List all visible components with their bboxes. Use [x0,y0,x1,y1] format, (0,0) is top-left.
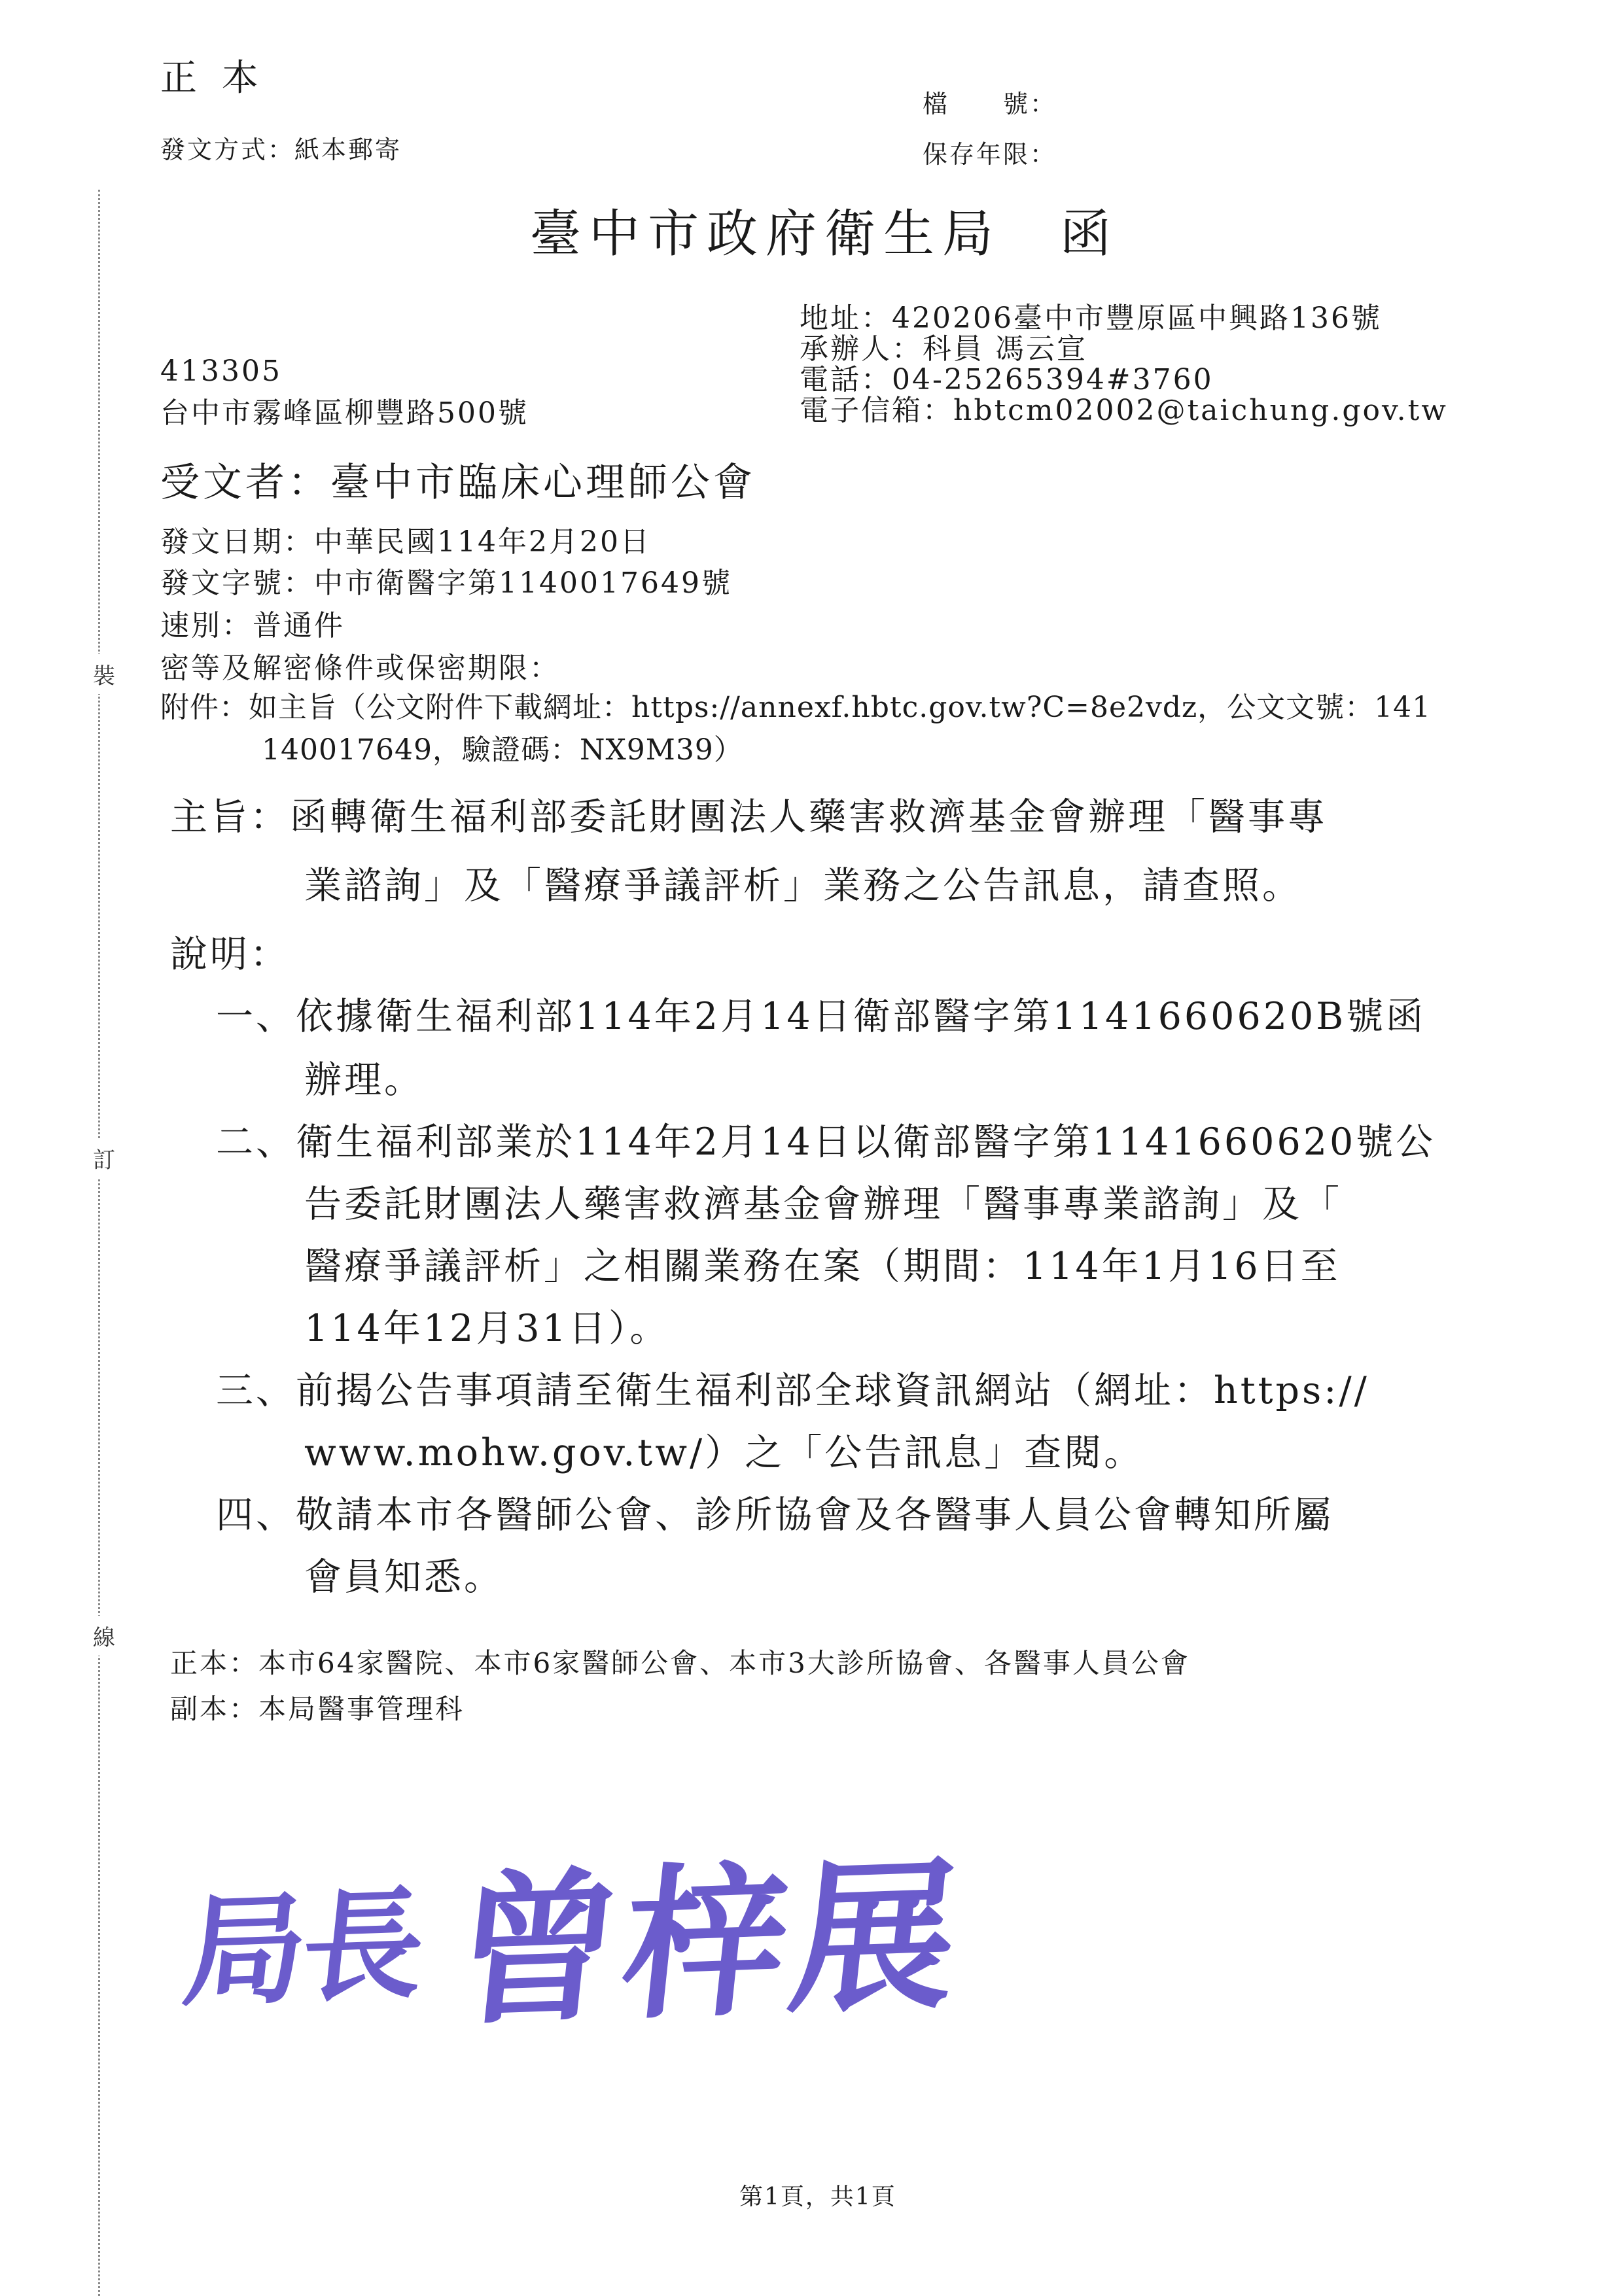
issue-date: 發文日期：中華民國114年2月20日 [160,525,651,559]
binding-mark-xian: 線 [92,1616,116,1656]
recipient-postal-code: 413305 [160,355,282,388]
binding-mark-zhuang: 裝 [92,654,116,694]
binding-dotted-line [98,190,100,2296]
explanation-item-2-line-4: 114年12月31日）。 [304,1307,670,1350]
explanation-item-3-line-2: www.mohw.gov.tw/）之「公告訊息」查閱。 [304,1431,1144,1474]
page-number: 第1頁，共1頁 [739,2183,896,2210]
explanation-item-4-line-1: 四、敬請本市各醫師公會、診所協會及各醫事人員公會轉知所屬 [216,1493,1333,1537]
recipient-address: 台中市霧峰區柳豐路500號 [160,396,529,430]
recipient: 受文者：臺中市臨床心理師公會 [160,460,756,506]
attachment-line-1: 附件：如主旨（公文附件下載網址：https://annexf.hbtc.gov.tw?C=8e2vdz，公文文號：141 [160,691,1432,724]
explanation-item-2-line-3: 醫療爭議評析」之相關業務在案（期間：114年1月16日至 [304,1245,1341,1288]
attachment-line-2: 140017649，驗證碼：NX9M39） [262,733,743,767]
explanation-item-2-line-2: 告委託財團法人藥害救濟基金會辦理「醫事專業諮詢」及「 [304,1183,1342,1226]
sender-phone: 電話：04-25265394#3760 [800,363,1214,396]
retention-period-label: 保存年限： [923,140,1057,169]
signature-name: 曾梓展 [445,1839,970,2048]
send-method: 發文方式：紙本郵寄 [160,135,402,164]
secrecy-level: 密等及解密條件或保密期限： [160,652,560,685]
document-title: 臺中市政府衛生局 函 [530,205,1120,264]
document-number: 發文字號：中市衛醫字第1140017649號 [160,566,732,600]
speed-class: 速別：普通件 [160,609,345,642]
distribution-original: 正本：本市64家醫院、本市6家醫師公會、本市3大診所協會、各醫事人員公會 [170,1647,1190,1679]
sender-handler: 承辦人：科員 馮云宣 [800,332,1087,366]
explanation-item-1-line-1: 一、依據衛生福利部114年2月14日衛部醫字第1141660620B號函 [216,995,1426,1038]
subject-line-1: 主旨：函轉衛生福利部委託財團法人藥害救濟基金會辦理「醫事專 [170,795,1328,839]
file-number-label: 檔 號： [923,90,1057,118]
copy-type: 正 本 [160,57,265,99]
distribution-copy: 副本：本局醫事管理科 [170,1693,465,1725]
explanation-item-2-line-1: 二、衛生福利部業於114年2月14日以衛部醫字第1141660620號公 [216,1121,1436,1164]
binding-mark-ding: 訂 [92,1138,116,1178]
subject-line-2: 業諮詢」及「醫療爭議評析」業務之公告訊息，請查照。 [304,864,1302,907]
sender-email: 電子信箱：hbtcm02002@taichung.gov.tw [800,394,1448,427]
explanation-label: 說明： [170,933,290,976]
sender-address: 地址：420206臺中市豐原區中興路136號 [800,302,1382,335]
explanation-item-3-line-1: 三、前揭公告事項請至衛生福利部全球資訊網站（網址：https:// [216,1369,1369,1412]
explanation-item-1-line-2: 辦理。 [304,1058,424,1102]
signature-title: 局長 [177,1873,428,2024]
explanation-item-4-line-2: 會員知悉。 [304,1556,504,1599]
